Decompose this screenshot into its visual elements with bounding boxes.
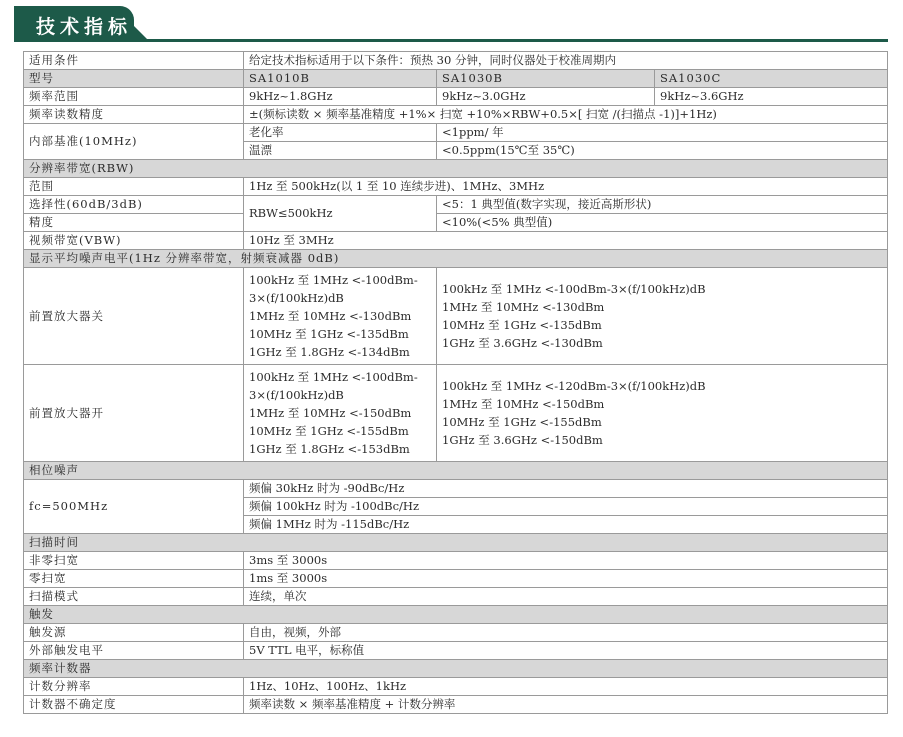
preamp-on-b-line: 1GHz 至 3.6GHz <-150dBm [442,433,603,447]
freq-accuracy-row [24,106,888,124]
rbw-section-title: 分辨率带宽(RBW) [24,160,888,178]
trigger-section-row [24,606,888,624]
trigger-section-title: 触发 [24,606,888,624]
counter-uncertainty-row [24,696,888,714]
vbw-value: 10Hz 至 3MHz [244,232,888,250]
conditions-label: 适用条件 [24,52,244,70]
rbw-selectivity-value: <5：1 典型值(数字实现，接近高斯形状) [437,196,888,214]
phase-noise-section-row [24,462,888,480]
counter-uncertainty-value: 频率读数 × 频率基准精度 + 计数分辨率 [244,696,888,714]
preamp-off-a-line: 1MHz 至 10MHz <-130dBm [249,309,412,323]
models-label: 型号 [24,70,244,88]
counter-resolution-label: 计数分辨率 [24,678,244,696]
freq-range-sa1030b: 9kHz~3.0GHz [437,88,655,106]
trigger-source-label: 触发源 [24,624,244,642]
preamp-off-sa1030 [437,268,888,365]
freq-range-row [24,88,888,106]
sweep-section-row [24,534,888,552]
rbw-accuracy-value: <10%(<5% 典型值) [437,214,888,232]
models-row [24,70,888,88]
preamp-off-b-line: 100kHz 至 1MHz <-100dBm-3×(f/100kHz)dB [442,282,706,296]
rbw-section-row [24,160,888,178]
freq-range-label: 频率范围 [24,88,244,106]
ext-trigger-row [24,642,888,660]
counter-resolution-row [24,678,888,696]
freq-accuracy-label: 频率读数精度 [24,106,244,124]
counter-section-row [24,660,888,678]
preamp-off-b-line: 1MHz 至 10MHz <-130dBm [442,300,605,314]
vbw-label: 视频带宽(VBW) [24,232,244,250]
rbw-selectivity-label: 选择性(60dB/3dB) [24,196,244,214]
preamp-on-a-line: 10MHz 至 1GHz <-155dBm [249,424,409,438]
preamp-off-b-line: 10MHz 至 1GHz <-135dBm [442,318,602,332]
ext-trigger-value: 5V TTL 电平，标称值 [244,642,888,660]
preamp-off-a-line: 100kHz 至 1MHz <-100dBm-3×(f/100kHz)dB [249,273,418,305]
conditions-value: 给定技术指标适用于以下条件：预热 30 分钟，同时仪器处于校准周期内 [244,52,888,70]
header-rule [14,39,888,42]
preamp-on-a-line: 1GHz 至 1.8GHz <-153dBm [249,442,410,456]
preamp-on-a-line: 1MHz 至 10MHz <-150dBm [249,406,412,420]
freq-range-sa1010b: 9kHz~1.8GHz [244,88,437,106]
temp-drift-value: <0.5ppm(15℃至 35℃) [437,142,888,160]
preamp-on-b-line: 10MHz 至 1GHz <-155dBm [442,415,602,429]
counter-section-title: 频率计数器 [24,660,888,678]
trigger-source-row [24,624,888,642]
sweep-nonzero-row [24,552,888,570]
preamp-on-sa1010b [244,365,437,462]
counter-uncertainty-label: 计数器不确定度 [24,696,244,714]
rbw-range-value: 1Hz 至 500kHz(以 1 至 10 连续步进)、1MHz、3MHz [244,178,888,196]
vbw-row [24,232,888,250]
trigger-source-value: 自由，视频，外部 [244,624,888,642]
rbw-selectivity-condition: RBW≤500kHz [244,196,437,232]
danl-preamp-off-row [24,268,888,365]
freq-range-sa1030c: 9kHz~3.6GHz [655,88,888,106]
rbw-selectivity-row [24,196,888,214]
preamp-off-a-line: 10MHz 至 1GHz <-135dBm [249,327,409,341]
model-sa1010b: SA1010B [244,70,437,88]
sweep-mode-row [24,588,888,606]
preamp-off-a-line: 1GHz 至 1.8GHz <-134dBm [249,345,410,359]
preamp-on-label: 前置放大器开 [24,365,244,462]
danl-section-title: 显示平均噪声电平(1Hz 分辨率带宽，射频衰减器 0dB) [24,250,888,268]
int-ref-aging-row [24,124,888,142]
preamp-on-b-line: 100kHz 至 1MHz <-120dBm-3×(f/100kHz)dB [442,379,706,393]
model-sa1030c: SA1030C [655,70,888,88]
rbw-range-label: 范围 [24,178,244,196]
nonzero-span-label: 非零扫宽 [24,552,244,570]
sweep-zero-row [24,570,888,588]
preamp-off-label: 前置放大器关 [24,268,244,365]
sweep-mode-value: 连续，单次 [244,588,888,606]
phase-noise-value: 频偏 100kHz 时为 -100dBc/Hz [244,498,888,516]
rbw-range-row [24,178,888,196]
sweep-section-title: 扫描时间 [24,534,888,552]
freq-accuracy-value: ±(频标读数 × 频率基准精度 +1%× 扫宽 +10%×RBW+0.5×[ 扫宽 /(扫描点 -1)]+1Hz) [244,106,888,124]
sweep-mode-label: 扫描模式 [24,588,244,606]
aging-label: 老化率 [244,124,437,142]
danl-preamp-on-row [24,365,888,462]
phase-noise-row-1 [24,480,888,498]
phase-noise-value: 频偏 30kHz 时为 -90dBc/Hz [244,480,888,498]
phase-noise-fc-label: fc=500MHz [24,480,244,534]
conditions-row [24,52,888,70]
nonzero-span-value: 3ms 至 3000s [244,552,888,570]
preamp-off-b-line: 1GHz 至 3.6GHz <-130dBm [442,336,603,350]
rbw-accuracy-label: 精度 [24,214,244,232]
preamp-on-b-line: 1MHz 至 10MHz <-150dBm [442,397,605,411]
preamp-on-sa1030 [437,365,888,462]
model-sa1030b: SA1030B [437,70,655,88]
aging-value: <1ppm/ 年 [437,124,888,142]
danl-section-row [24,250,888,268]
int-ref-label: 内部基准(10MHz) [24,124,244,160]
preamp-off-sa1010b [244,268,437,365]
page-header [14,6,888,42]
phase-noise-value: 频偏 1MHz 时为 -115dBc/Hz [244,516,888,534]
ext-trigger-label: 外部触发电平 [24,642,244,660]
page-title: 技术指标 [36,16,133,38]
counter-resolution-value: 1Hz、10Hz、100Hz、1kHz [244,678,888,696]
phase-noise-section-title: 相位噪声 [24,462,888,480]
zero-span-label: 零扫宽 [24,570,244,588]
zero-span-value: 1ms 至 3000s [244,570,888,588]
temp-drift-label: 温漂 [244,142,437,160]
rbw-accuracy-row [24,214,888,232]
spec-table [23,51,888,714]
preamp-on-a-line: 100kHz 至 1MHz <-100dBm-3×(f/100kHz)dB [249,370,418,402]
